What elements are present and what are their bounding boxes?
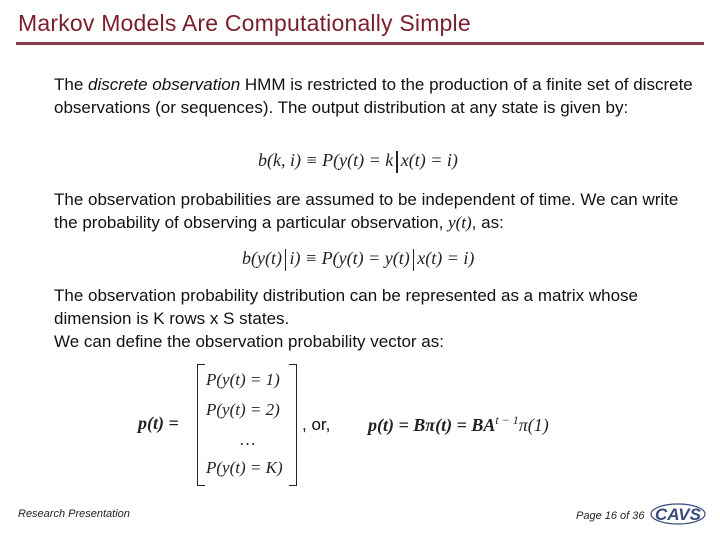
eq1-lhs: b(k, i) ≡ P(y(t) = k xyxy=(258,150,394,170)
matrix-left-bracket xyxy=(197,364,205,486)
eq2-bar-2 xyxy=(413,249,415,271)
para1-post: HMM is restricted to the production of a finite set of discrete observations (or sequences). The output distribution at any state is given by: xyxy=(54,75,693,117)
matrix-row: P(y(t) = 2) xyxy=(206,400,280,419)
slide-title: Markov Models Are Computationally Simple xyxy=(18,10,471,36)
para2-text: The observation probabilities are assumed to be independent of time. We can write the probability of observing a particular observation, xyxy=(54,190,679,232)
eq2-lhs: b(y(t) xyxy=(242,248,282,268)
cavs-logo-text: CAVS xyxy=(655,505,701,524)
eq3-end: π(1) xyxy=(518,415,549,435)
title-rule xyxy=(16,42,704,45)
vector-lhs: p(t) = xyxy=(138,413,179,433)
or-text: , or, xyxy=(302,415,331,434)
equation-2 xyxy=(242,248,474,271)
eq1-bar xyxy=(396,151,398,173)
eq2-bar-1 xyxy=(285,249,287,271)
para2-inline-math: y(t) xyxy=(448,213,472,232)
matrix-right-bracket xyxy=(289,364,297,486)
paragraph-1 xyxy=(54,73,694,119)
paragraph-3: The observation probability distribution can be represented as a matrix whose dimension is K rows x S states. xyxy=(54,286,638,328)
equation-3 xyxy=(368,413,549,436)
paragraph-2 xyxy=(54,188,694,234)
matrix-row: P(y(t) = K) xyxy=(206,458,283,477)
para1-pre: The xyxy=(54,75,89,94)
eq3-main: p(t) = Bπ(t) = BA xyxy=(368,415,496,435)
eq1-rhs: x(t) = i) xyxy=(400,150,458,170)
footer-page-number: Page 16 of 36 xyxy=(576,510,645,522)
para1-emphasis: discrete observation xyxy=(88,75,241,94)
eq2-rhs: x(t) = i) xyxy=(417,248,475,268)
footer-left: Research Presentation xyxy=(18,508,130,520)
cavs-logo xyxy=(650,502,706,526)
paragraph-4: We can define the observation probability vector as: xyxy=(54,332,444,351)
matrix-row: P(y(t) = 1) xyxy=(206,370,280,389)
equation-1 xyxy=(258,150,458,173)
matrix-row: … xyxy=(239,430,256,449)
eq2-mid: i) ≡ P(y(t) = y(t) xyxy=(289,248,410,268)
para2-end: , as: xyxy=(471,213,504,232)
probability-matrix xyxy=(197,364,297,484)
eq3-exponent: t − 1 xyxy=(495,413,519,427)
